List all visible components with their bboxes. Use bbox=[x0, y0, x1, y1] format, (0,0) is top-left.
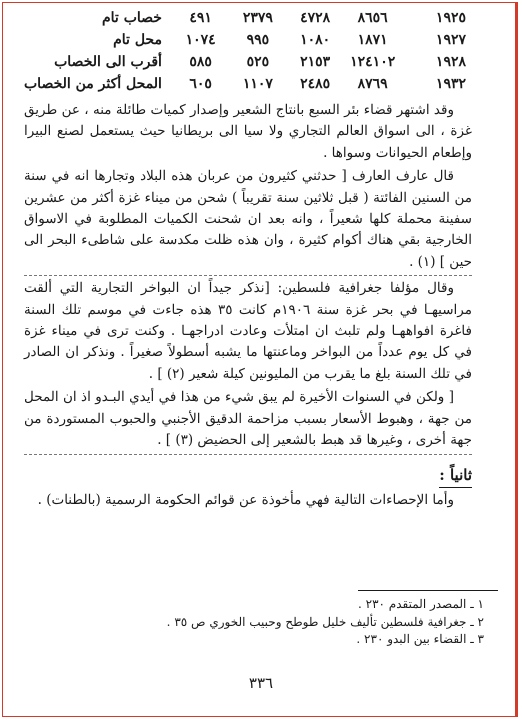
footnote: ١ ـ المصدر المتقدم ٢٣٠ . bbox=[358, 597, 484, 611]
table-row bbox=[24, 74, 472, 96]
value-cell: ٩٩٥ bbox=[246, 32, 270, 49]
value-cell: ١١٠٧ bbox=[242, 76, 273, 93]
row-label: خصاب تام bbox=[102, 10, 162, 27]
table-row bbox=[24, 30, 472, 52]
year-cell: ١٩٢٥ bbox=[435, 10, 466, 27]
year-cell: ١٩٢٧ bbox=[435, 32, 466, 49]
value-cell: ٢١٥٣ bbox=[300, 54, 331, 71]
footnotes bbox=[64, 596, 484, 649]
value-cell: ١٨٧١ bbox=[357, 32, 388, 49]
value-cell: ٤٩١ bbox=[189, 10, 212, 27]
year-cell: ١٩٢٨ bbox=[435, 54, 466, 71]
row-label: أقرب الى الخصاب bbox=[54, 54, 162, 71]
paragraph-geography-quote: وقال مؤلفا جغرافية فلسطين: [نذكر جيداً ان البواخر التجارية التي ألقت مراسيهـا في بحر غزة سنة ١٩٠٦م كانت ٣٥ هذه جاءت في موسم تلك السنة فاغرة افواههـا ولم تلبث ان امتلأت وعادت ادراجهـا . وكنت ترى في ميناء غزة في كل يوم عدداً من البواخر وماعنتها ما يشبه أسطولاً صغيراً . ونذكر ان الصادر في تلك السنة بلغ ما يقرب من المليونين كيلة شعير (٢) ] . bbox=[24, 280, 472, 382]
year-cell: ١٩٣٢ bbox=[435, 76, 466, 93]
value-cell: ٦٠٥ bbox=[189, 76, 212, 93]
paragraph-recent-years: [ ولكن في السنوات الأخيرة لم يبق شيء من هذا في أيدي البـدو اذ ان المحل من جهة ، وهبوط الأسعار بسبب مزاحمة الدقيق الأجنبي والحبوب المستوردة من جهة أخرى ، وغيرها قد هبط بالشعير إلى الحضيض (٣) ] . bbox=[24, 389, 472, 449]
footnote-rule bbox=[358, 590, 498, 591]
value-cell: ٢٣٧٩ bbox=[242, 10, 273, 27]
value-cell: ١٠٨٠ bbox=[300, 32, 331, 49]
paragraph-aref-quote: قال عارف العارف [ حدثني كثيرون من عربان هذه البلاد وتجارها انه في سنة من السنين الفائتة ( قبل ثلاثين سنة تقريباً ) شحن من ميناء غزة أكثر من عشرين سفينة محملة كلها شعيراً ، وانه بعد ان شحنت الكميات المطلوبة في الاسواق الخارجية بقي هناك أكوام كثيرة ، وان هذه ظلت مكدسة على شاطىء البحر الى حين ] (١) . bbox=[24, 168, 472, 270]
dotted-separator bbox=[24, 454, 472, 455]
row-label: محل تام bbox=[113, 32, 162, 49]
value-cell: ١٠٧٤ bbox=[185, 32, 216, 49]
value-cell: ٥٢٥ bbox=[246, 54, 270, 71]
row-label: المحل أكثر من الخصاب bbox=[24, 76, 162, 93]
value-cell: ٥٨٥ bbox=[189, 54, 212, 71]
footnote: ٢ ـ جغرافية فلسطين تأليف خليل طوطح وحبيب الخوري ص ٣٥ . bbox=[166, 614, 484, 629]
value-cell: ٨٧٦٩ bbox=[357, 76, 388, 93]
table-row bbox=[24, 8, 472, 30]
paragraph-barley: وقد اشتهر قضاء بئر السبع بانتاج الشعير وإصدار كميات طائلة منه ، عن طريق غزة ، الى اسواق العالم التجاري ولا سيا الى بريطانيا حيث يستعمل لصنع البيرا وإطعام الحيوانات وسواها . bbox=[24, 102, 472, 161]
page-number: ٣٣٦ bbox=[248, 674, 274, 692]
document-page bbox=[24, 8, 472, 511]
footnote: ٣ ـ القضاء بين البدو ٢٣٠ . bbox=[356, 632, 484, 646]
section-heading: ثانياً : bbox=[439, 463, 472, 488]
value-cell: ٤٧٢٨ bbox=[300, 10, 331, 27]
stats-table bbox=[24, 8, 472, 96]
value-cell: ٢٤٨٥ bbox=[300, 76, 331, 93]
section-intro: وأما الإحصاءات التالية فهي مأخوذة عن قوائم الحكومة الرسمية (بالطنات) . bbox=[37, 491, 454, 508]
table-row bbox=[24, 52, 472, 74]
dotted-separator bbox=[24, 275, 472, 276]
value-cell: ٨٦٥٦ bbox=[357, 10, 388, 27]
value-cell: ١٢٤١٠٢ bbox=[350, 54, 396, 71]
